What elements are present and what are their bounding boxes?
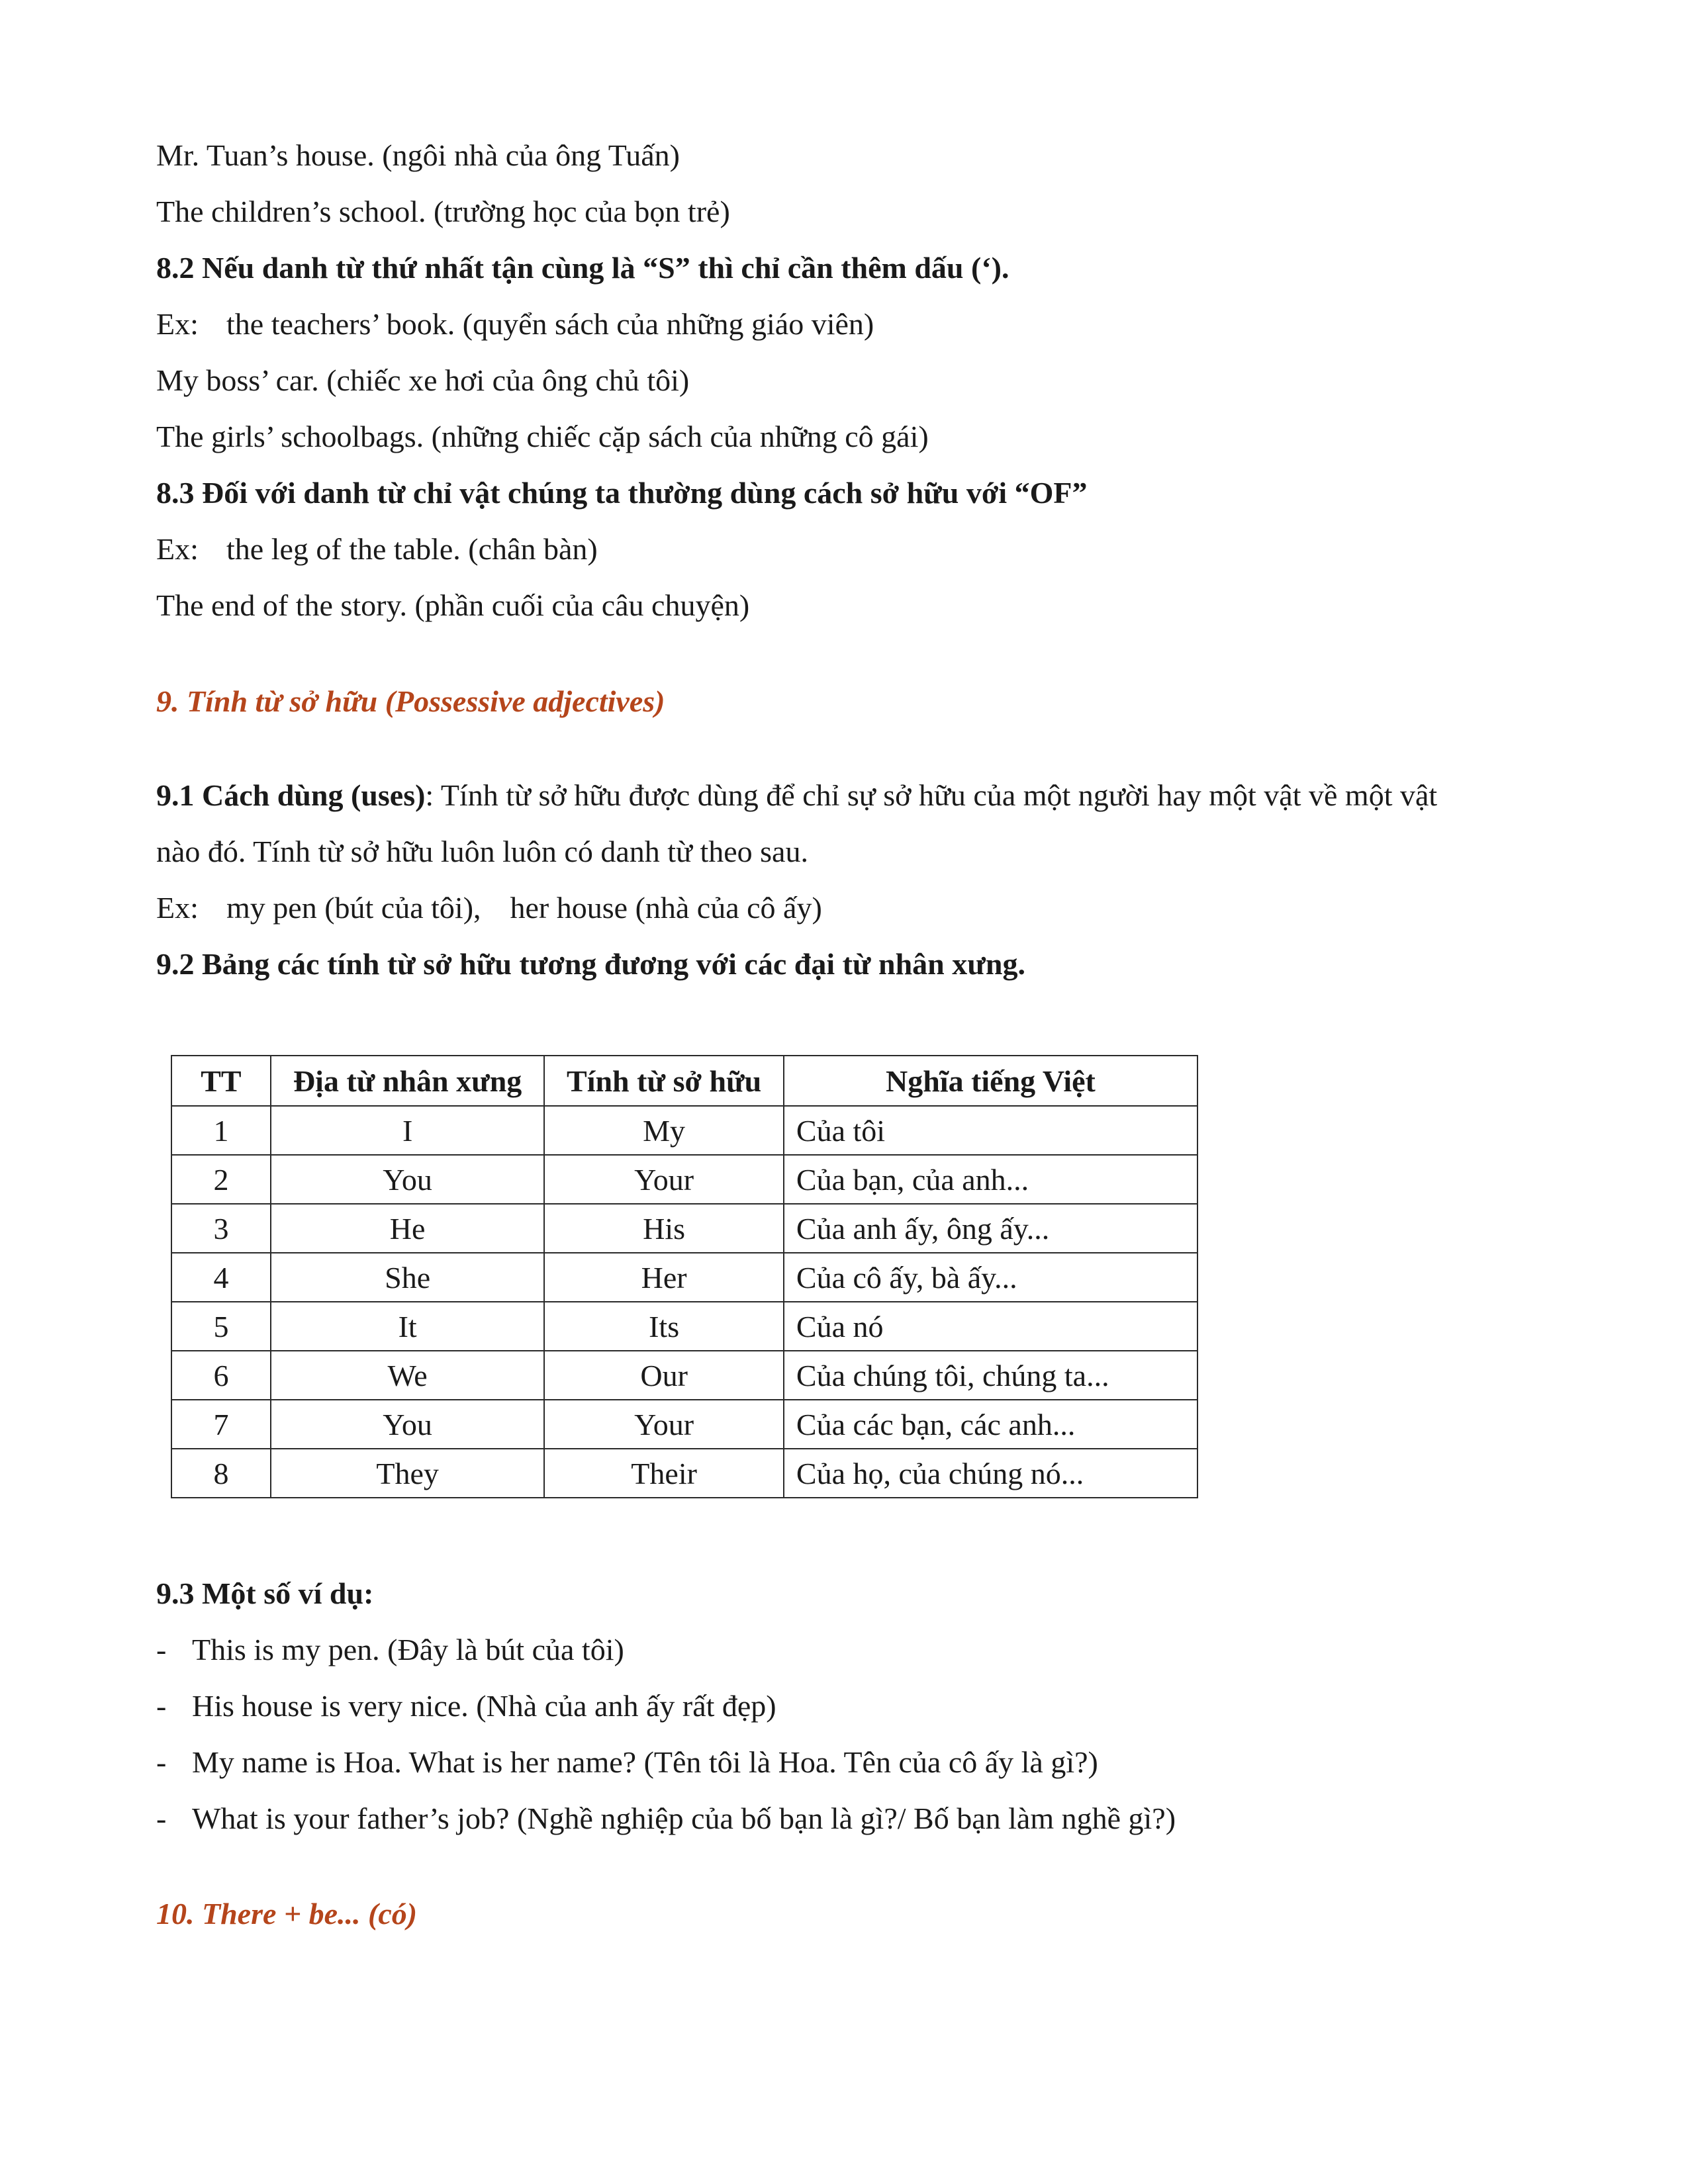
table-cell: We [271,1351,544,1400]
table-cell: Your [544,1155,784,1204]
table-cell: Của nó [784,1302,1197,1351]
table-cell: Của anh ấy, ông ấy... [784,1204,1197,1253]
table-cell: 4 [171,1253,271,1302]
example-line: The children’s school. (trường học của bọn trẻ) [156,195,730,228]
example-line: Mr. Tuan’s house. (ngôi nhà của ông Tuấn) [156,138,680,172]
section-heading-10: 10. There + be... (có) [156,1897,418,1931]
list-item [156,1686,776,1726]
table-cell: He [271,1204,544,1253]
header-cell: TT [171,1056,271,1106]
table-row [171,1400,1197,1449]
table-cell: 5 [171,1302,271,1351]
table-row [171,1155,1197,1204]
table-row [171,1106,1197,1155]
bullet-dash: - [156,1745,167,1779]
table-row [171,1351,1197,1400]
table-cell: His [544,1204,784,1253]
table-cell: Của bạn, của anh... [784,1155,1197,1204]
table-cell: My [544,1106,784,1155]
table-cell: Your [544,1400,784,1449]
example-line: My boss’ car. (chiếc xe hơi của ông chủ tôi) [156,363,690,397]
table-row [171,1449,1197,1498]
table-cell: Its [544,1302,784,1351]
uses-text: : Tính từ sở hữu được dùng để chỉ sự sở hữu của một người hay một vật về một vật [425,778,1438,812]
bullet-dash: - [156,1689,167,1723]
list-item [156,1630,624,1670]
list-item-text: What is your father’s job? (Nghề nghiệp của bố bạn là gì?/ Bố bạn làm nghề gì?) [192,1801,1176,1835]
ex-label: Ex: [156,532,199,566]
list-item-text: My name is Hoa. What is her name? (Tên tôi là Hoa. Tên của cô ấy là gì?) [192,1745,1098,1779]
table-cell: She [271,1253,544,1302]
example-line [156,888,822,928]
list-item-text: This is my pen. (Đây là bút của tôi) [192,1633,624,1666]
uses-paragraph-cont: nào đó. Tính từ sở hữu luôn luôn có danh từ theo sau. [156,835,808,868]
table-cell: 8 [171,1449,271,1498]
possessive-table [171,1055,1198,1498]
example-text: the leg of the table. (chân bàn) [226,532,598,566]
example-line [156,529,598,569]
example-text: the teachers’ book. (quyển sách của những giáo viên) [226,307,874,341]
header-cell: Nghĩa tiếng Việt [784,1056,1197,1106]
subheading-8-2: 8.2 Nếu danh từ thứ nhất tận cùng là “S” thì chỉ cần thêm dấu (‘). [156,251,1009,285]
section-heading-9: 9. Tính từ sở hữu (Possessive adjectives) [156,684,665,718]
table-cell: It [271,1302,544,1351]
example-line: The end of the story. (phần cuối của câu chuyện) [156,588,750,622]
table-cell: 1 [171,1106,271,1155]
table-cell: Của cô ấy, bà ấy... [784,1253,1197,1302]
subheading-9-3: 9.3 Một số ví dụ: [156,1576,374,1610]
table-header-row [171,1056,1197,1106]
ex-label: Ex: [156,307,199,341]
table-cell: Her [544,1253,784,1302]
table-cell: You [271,1155,544,1204]
example-text: her house (nhà của cô ấy) [510,891,822,925]
bullet-dash: - [156,1633,167,1666]
table-cell: Của tôi [784,1106,1197,1155]
table-cell: You [271,1400,544,1449]
subheading-9-2: 9.2 Bảng các tính từ sở hữu tương đương với các đại từ nhân xưng. [156,947,1025,981]
table-row [171,1204,1197,1253]
example-line: The girls’ schoolbags. (những chiếc cặp sách của những cô gái) [156,420,929,453]
table-cell: Their [544,1449,784,1498]
bullet-dash: - [156,1801,167,1835]
header-cell: Địa từ nhân xưng [271,1056,544,1106]
list-item-text: His house is very nice. (Nhà của anh ấy rất đẹp) [192,1689,776,1723]
table-cell: Của họ, của chúng nó... [784,1449,1197,1498]
table-cell: 3 [171,1204,271,1253]
table-row [171,1253,1197,1302]
table-cell: 6 [171,1351,271,1400]
table-cell: Our [544,1351,784,1400]
list-item [156,1743,1098,1782]
table-cell: 7 [171,1400,271,1449]
ex-label: Ex: [156,891,199,925]
table-row [171,1302,1197,1351]
subheading-8-3: 8.3 Đối với danh từ chỉ vật chúng ta thường dùng cách sở hữu với “OF” [156,476,1088,510]
example-text: my pen (bút của tôi), [226,891,481,925]
table-cell: Của chúng tôi, chúng ta... [784,1351,1197,1400]
table-cell: 2 [171,1155,271,1204]
header-cell: Tính từ sở hữu [544,1056,784,1106]
example-line [156,304,874,344]
uses-paragraph [156,776,1437,815]
uses-label: 9.1 Cách dùng (uses) [156,778,426,812]
table-cell: I [271,1106,544,1155]
table-cell: They [271,1449,544,1498]
table-cell: Của các bạn, các anh... [784,1400,1197,1449]
list-item [156,1799,1176,1839]
